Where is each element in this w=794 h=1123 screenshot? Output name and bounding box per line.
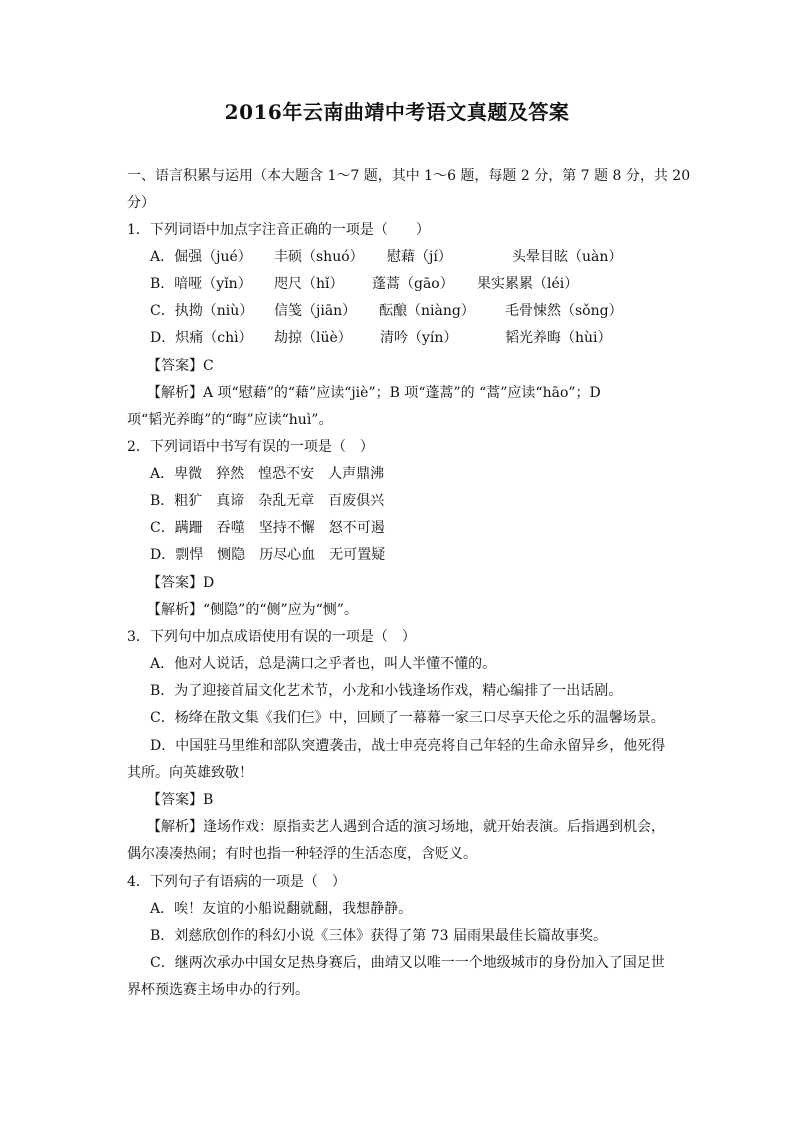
q2-option-b: B．粗犷 真谛 杂乱无章 百废俱兴 (150, 493, 385, 509)
question-2-stem: 2．下列词语中书写有误的一项是（ ） (127, 439, 374, 455)
q3-option-b: B．为了迎接首届文化艺术节，小龙和小钱逢场作戏，精心编排了一出话剧。 (150, 683, 623, 699)
question-1-stem: 1．下列词语中加点字注音正确的一项是（ ） (127, 222, 430, 238)
q4-option-b: B．刘慈欣创作的科幻小说《三体》获得了第 73 届雨果最佳长篇故事奖。 (150, 928, 608, 944)
q1-option-c-1: C．执拗（niù） (150, 303, 254, 319)
q1-option-d-3: 清吟（yín） (380, 330, 458, 346)
q3-option-d-continued: 其所。向英雄致敬！ (127, 765, 253, 781)
q3-analysis-continued: 偶尔凑凑热闹；有时也指一种轻浮的生活态度，含贬义。 (127, 846, 477, 862)
q2-option-d: D．剽悍 恻隐 历尽心血 无可置疑 (150, 547, 386, 563)
page-title: 2016年云南曲靖中考语文真题及答案 (224, 100, 570, 124)
q3-answer: 【答案】B (147, 792, 214, 808)
q1-analysis: 【解析】A 项“慰藉”的“藉”应读“jiè”；B 项“蓬蒿”的 “蒿”应读“hāo”；D (147, 385, 601, 401)
q2-option-a: A．卑微 猝然 惶恐不安 人声鼎沸 (150, 466, 385, 482)
q1-option-d-1: D．炽痛（chì） (150, 330, 253, 346)
q3-option-d: D．中国驻马里维和部队突遭袭击，战士申亮亮将自己年轻的生命永留异乡，他死得 (150, 738, 666, 754)
q1-option-c-2: 信笺（jiān） (274, 303, 357, 319)
q3-option-c: C．杨绛在散文集《我们仨》中，回顾了一幕幕一家三口尽享天伦之乐的温馨场景。 (150, 710, 665, 726)
q1-option-a-4: 头晕目眩（uàn） (512, 249, 623, 265)
q1-option-b-4: 果实累累（léi） (477, 276, 579, 292)
q1-option-a-3: 慰藉（jí） (387, 249, 452, 265)
q1-answer: 【答案】C (147, 358, 214, 374)
q4-option-c: C．继两次承办中国女足热身赛后，曲靖又以唯一一个地级城市的身份加入了国足世 (150, 955, 665, 971)
q1-option-b-1: B．喑哑（yǐn） (150, 276, 252, 292)
q1-option-b-3: 蓬蒿（gāo） (372, 276, 454, 292)
q3-option-a: A．他对人说话，总是满口之乎者也，叫人半懂不懂的。 (150, 656, 497, 672)
question-3-stem: 3．下列句中加点成语使用有误的一项是（ ） (127, 629, 416, 645)
q2-option-c: C．蹒跚 吞噬 坚持不懈 怒不可遏 (150, 520, 385, 536)
q3-analysis: 【解析】逢场作戏：原指卖艺人遇到合适的演习场地，就开始表演。后指遇到机会， (147, 819, 665, 835)
q2-analysis: 【解析】“侧隐”的“侧”应为“恻”。 (147, 602, 358, 618)
q1-option-a-2: 丰硕（shuó） (274, 249, 364, 265)
q1-analysis-continued: 项“韬光养晦”的“晦”应读“huì”。 (127, 412, 333, 428)
q2-answer: 【答案】D (147, 575, 215, 591)
section-heading-continued: 分） (127, 195, 155, 211)
q1-option-d-2: 劫掠（lüè） (274, 330, 352, 346)
section-heading: 一、语言积累与运用（本大题含 1～7 题，其中 1～6 题，每题 2 分，第 7 题 8 分，共 20 (127, 168, 691, 184)
q1-option-c-3: 酝酿（niàng） (379, 303, 475, 319)
q4-option-a: A．唉！友谊的小船说翻就翻，我想静静。 (150, 901, 413, 917)
question-4-stem: 4．下列句子有语病的一项是（ ） (127, 874, 346, 890)
q4-option-c-continued: 界杯预选赛主场申办的行列。 (127, 982, 309, 998)
q1-option-d-4: 韬光养晦（hùi） (505, 330, 612, 346)
q1-option-a-1: A．倔强（jué） (150, 249, 252, 265)
q1-option-c-4: 毛骨悚然（sǒng） (505, 303, 623, 319)
q1-option-b-2: 咫尺（hǐ） (274, 276, 344, 292)
